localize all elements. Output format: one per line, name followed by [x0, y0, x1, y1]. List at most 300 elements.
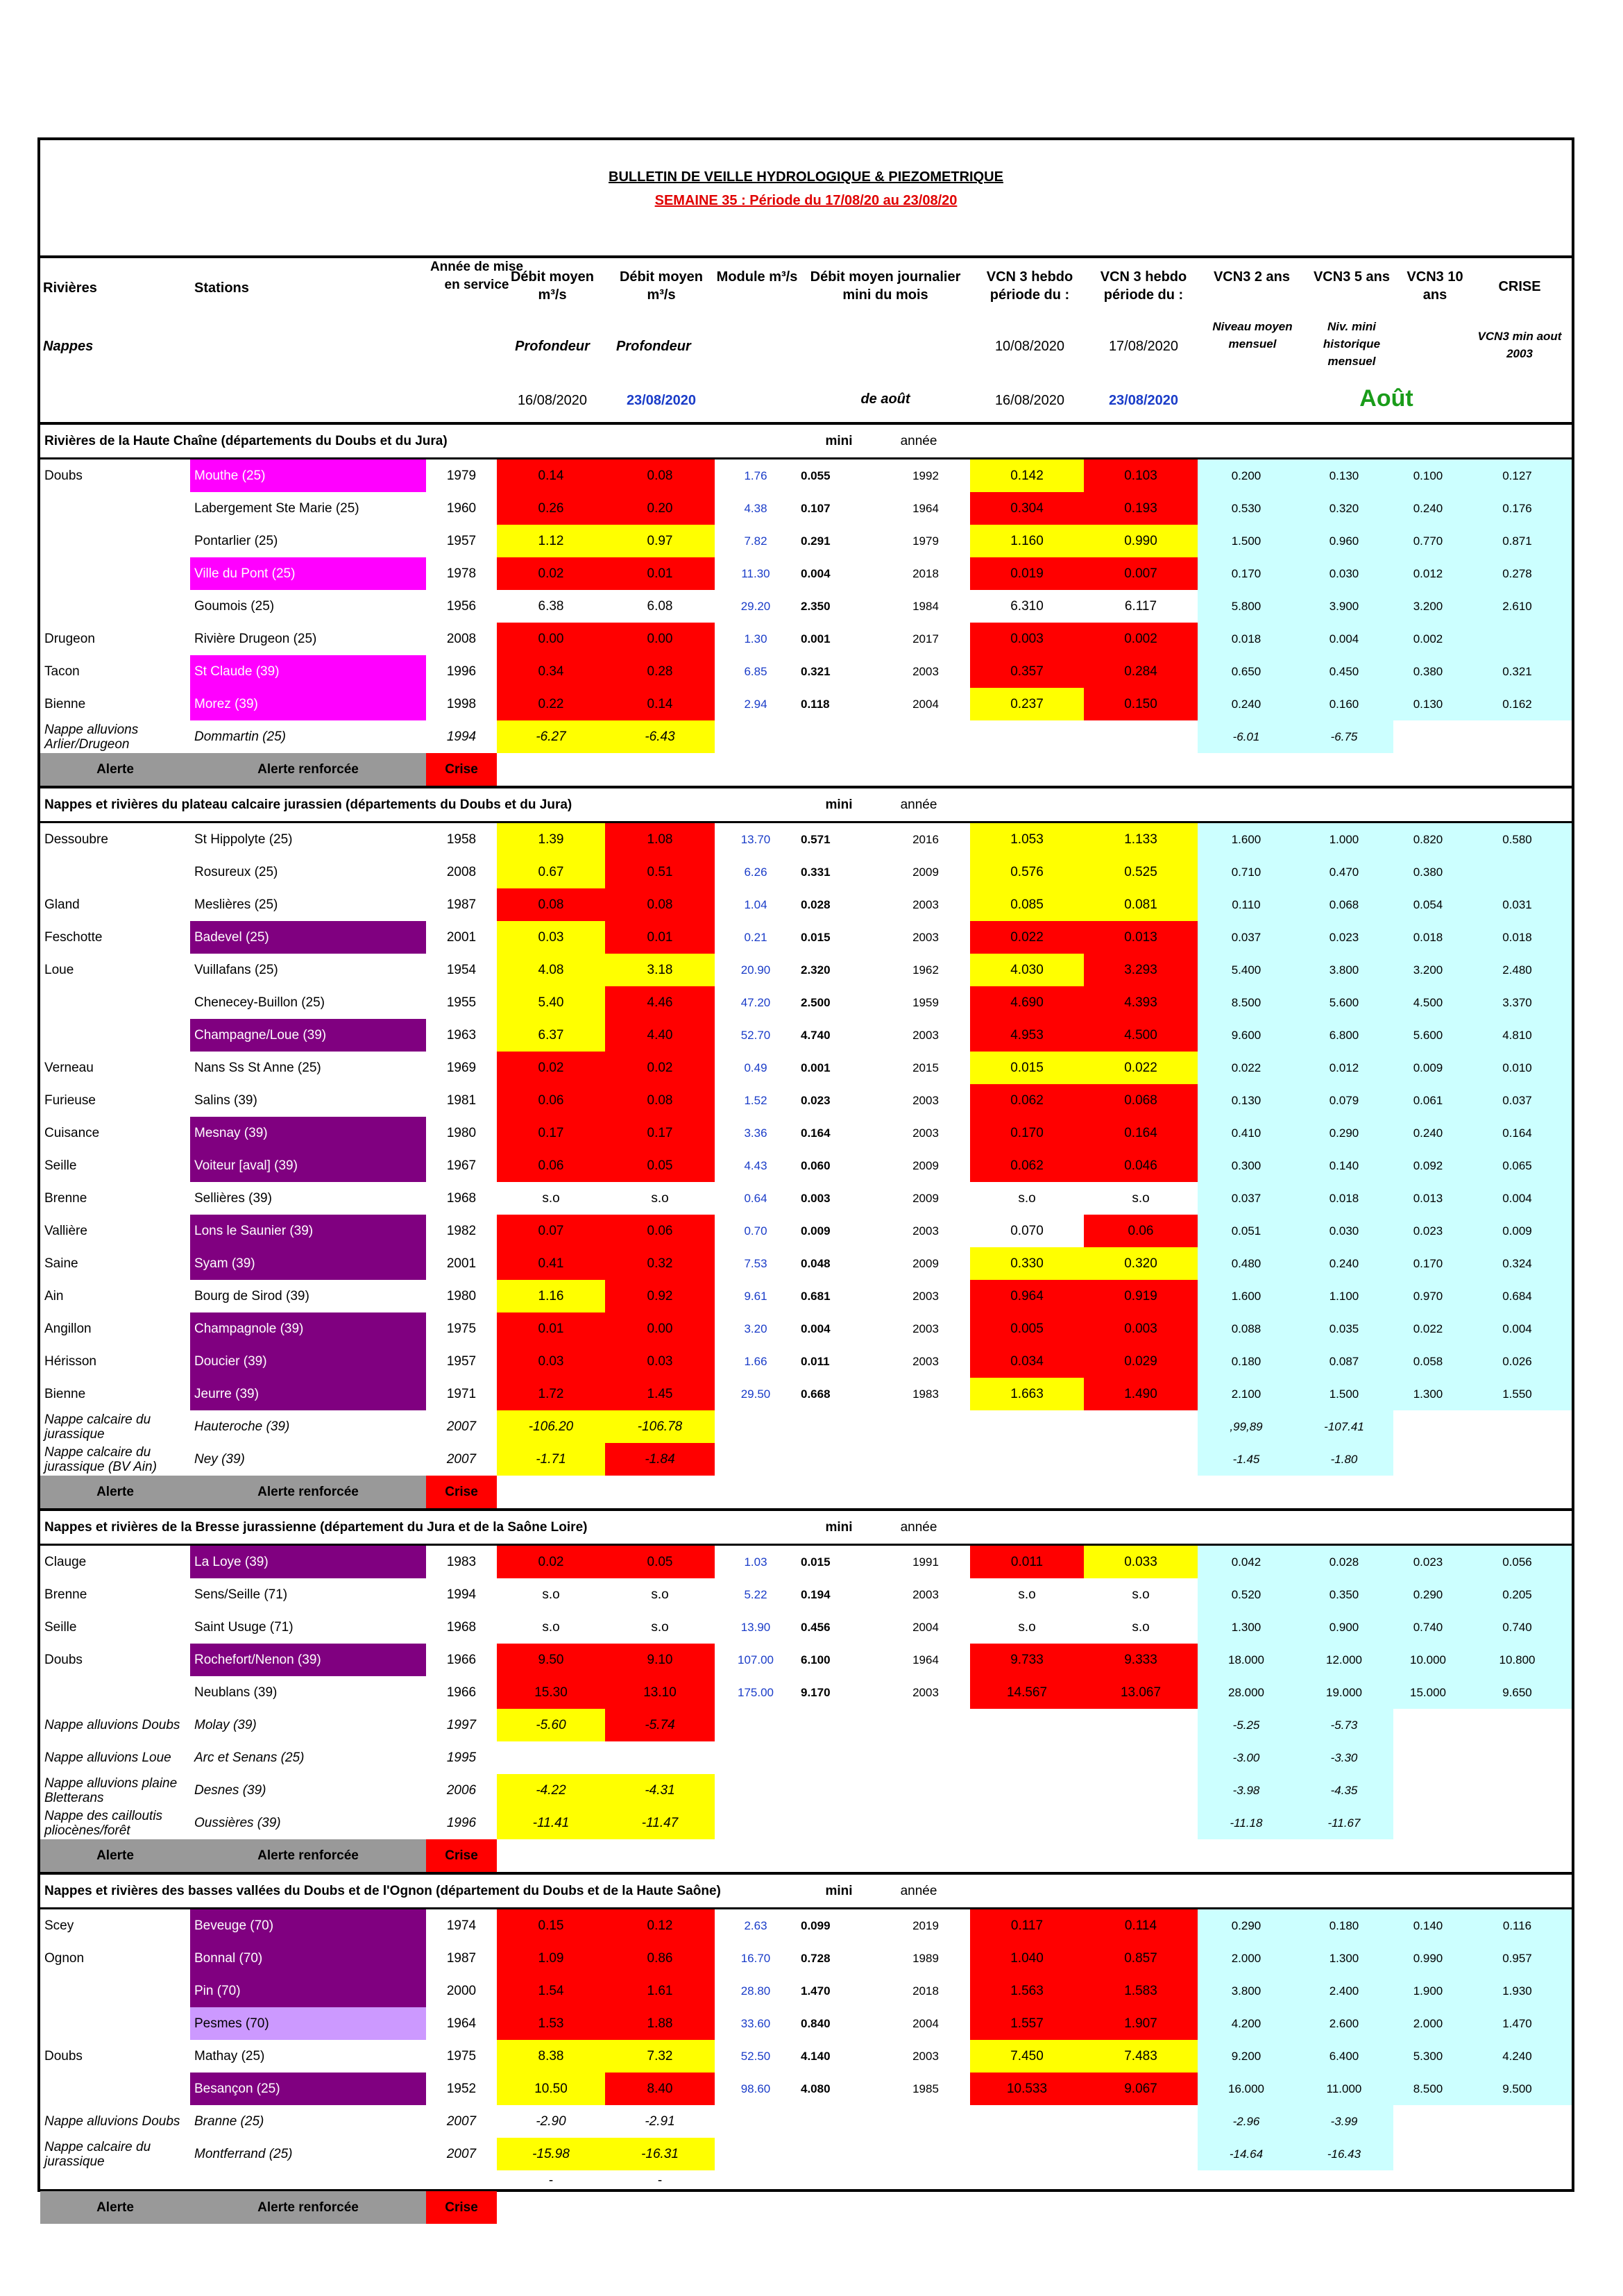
crise-cell: 0.056	[1463, 1545, 1572, 1579]
vcn2-cell: 0.110	[1198, 888, 1295, 921]
nappe-station: Hauteroche (39)	[194, 1419, 290, 1434]
vcn10-cell: 0.009	[1393, 1052, 1463, 1084]
debit2-cell: 0.00	[605, 1312, 715, 1345]
nappe-prof1: -106.20	[497, 1410, 605, 1443]
vcn10-cell: 0.013	[1393, 1182, 1463, 1215]
crise-cell: 0.004	[1463, 1312, 1572, 1345]
vcn-a-cell: 0.070	[1010, 1223, 1044, 1238]
vcn-b-cell: 4.500	[1084, 1019, 1198, 1052]
module-cell: 13.70	[740, 832, 771, 846]
djmin-cell: 0.011	[801, 1354, 830, 1368]
vcn-a-cell: 6.310	[1010, 598, 1044, 614]
debit2-cell: 0.32	[605, 1247, 715, 1280]
header-debit1: Débit moyen m³/s	[510, 269, 595, 303]
header-vcn2: VCN3 2 ans	[1213, 269, 1291, 285]
legend-alerte-renforcee: Alerte renforcée	[190, 753, 426, 787]
station-name: Rosureux (25)	[194, 864, 278, 879]
river-name	[40, 2007, 190, 2040]
station-name: Saint Usuge (71)	[194, 1619, 294, 1635]
debit1-cell: 0.02	[497, 557, 605, 590]
station-row	[40, 954, 1572, 986]
module-cell: 0.70	[744, 1224, 767, 1238]
vcn10-cell: 8.500	[1393, 2073, 1463, 2105]
nappe-name: Nappe des cailloutis pliocènes/forêt	[44, 1808, 163, 1838]
legend-blank	[497, 2191, 1572, 2224]
trailer-row	[40, 2170, 1572, 2191]
vcn10-cell: 0.130	[1393, 688, 1463, 720]
vcn-b-cell: 6.117	[1124, 598, 1157, 614]
debit1-cell: 0.41	[497, 1247, 605, 1280]
djmin-year-cell: 2003	[912, 2049, 939, 2063]
vcn-b-cell: 1.133	[1084, 822, 1198, 856]
vcn-a-cell: 0.330	[970, 1247, 1084, 1280]
station-name: Morez (39)	[190, 688, 426, 720]
djmin-cell: 0.291	[801, 534, 831, 548]
station-name: Mesnay (39)	[190, 1117, 426, 1149]
section-title: Nappes et rivières de la Bresse jurassienne (département du Jura et de la Saône Loire)	[40, 1510, 797, 1545]
vcn10-cell: 15.000	[1393, 1676, 1463, 1709]
year-cell: 2001	[446, 929, 477, 945]
module-cell: 1.52	[744, 1093, 767, 1107]
vcn5-cell: 0.900	[1295, 1611, 1393, 1644]
debit2-cell: 4.40	[605, 1019, 715, 1052]
module-cell: 29.50	[740, 1387, 771, 1401]
station-name: Badevel (25)	[190, 921, 426, 954]
debit2-cell: 0.12	[605, 1909, 715, 1943]
station-row	[40, 1019, 1572, 1052]
vcn5-cell: 12.000	[1295, 1644, 1393, 1676]
header-vcn-min: VCN3 min aout 2003	[1477, 330, 1562, 360]
vcn5-cell: 0.035	[1295, 1312, 1393, 1345]
djmin-year-cell: 2003	[912, 1322, 939, 1335]
vcn10-cell: 0.018	[1393, 921, 1463, 954]
nappe-blank	[715, 1741, 1198, 1774]
legend-alerte: Alerte	[40, 753, 190, 787]
station-row	[40, 1378, 1572, 1410]
djmin-year-cell: 2003	[912, 1224, 939, 1238]
vcn-a-cell: 14.567	[970, 1676, 1084, 1709]
river-name: Angillon	[44, 1321, 92, 1336]
crise-cell: 0.026	[1463, 1345, 1572, 1378]
nappe-niv-moyen: -5.25	[1198, 1709, 1295, 1741]
vcn10-cell: 0.170	[1393, 1247, 1463, 1280]
nappe-niv-mini: -1.80	[1295, 1443, 1393, 1476]
crise-cell: 0.031	[1463, 888, 1572, 921]
djmin-year-cell: 2004	[912, 2016, 939, 2030]
module-cell: 175.00	[738, 1685, 774, 1699]
djmin-year-cell: 2009	[912, 865, 939, 879]
debit1-cell: 1.39	[497, 822, 605, 856]
vcn-a-cell: 7.450	[970, 2040, 1084, 2073]
vcn-a-cell: 1.563	[970, 1975, 1084, 2007]
vcn-a-cell: 1.160	[970, 525, 1084, 557]
station-name: Champagnole (39)	[190, 1312, 426, 1345]
module-cell: 5.22	[744, 1587, 767, 1601]
station-name: Bonnal (70)	[190, 1942, 426, 1975]
module-cell: 0.21	[744, 930, 767, 944]
vcn-b-cell: 0.193	[1084, 492, 1198, 525]
year-cell: 1987	[446, 1950, 477, 1966]
crise-cell: 0.018	[1463, 921, 1572, 954]
debit1-cell: 0.67	[497, 856, 605, 888]
year-cell: 2008	[446, 864, 477, 879]
debit1-cell: s.o	[542, 1190, 560, 1206]
crise-cell: 0.321	[1463, 655, 1572, 688]
year-cell: 2001	[446, 1256, 477, 1271]
crise-cell: 9.650	[1463, 1676, 1572, 1709]
vcn5-cell: 0.030	[1295, 557, 1393, 590]
module-cell: 16.70	[740, 1951, 771, 1965]
nappe-station: Arc et Senans (25)	[194, 1750, 305, 1765]
nappe-prof1: -1.71	[497, 1443, 605, 1476]
nappe-year: 2007	[446, 2146, 477, 2161]
section-mini-labels	[797, 1510, 970, 1545]
debit2-cell: s.o	[651, 1619, 669, 1635]
vcn5-cell: 0.960	[1295, 525, 1393, 557]
debit2-cell: 0.14	[605, 688, 715, 720]
debit2-cell: 8.40	[605, 2073, 715, 2105]
vcn5-cell: 0.087	[1295, 1345, 1393, 1378]
vcn2-cell: 0.300	[1198, 1149, 1295, 1182]
crise-cell: 10.800	[1463, 1644, 1572, 1676]
section-title: Nappes et rivières des basses vallées du Doubs et de l'Ognon (département du Doubs et de la Haute Saône)	[40, 1873, 797, 1909]
vcn5-cell: 1.000	[1295, 822, 1393, 856]
vcn2-cell: 0.042	[1198, 1545, 1295, 1579]
year-cell: 1969	[446, 1060, 477, 1075]
nappe-prof2: -11.47	[605, 1807, 715, 1839]
djmin-cell: 2.500	[801, 995, 831, 1009]
station-name: St Claude (39)	[190, 655, 426, 688]
station-row	[40, 856, 1572, 888]
nappe-blank	[715, 2105, 1198, 2138]
vcn2-cell: 0.051	[1198, 1215, 1295, 1247]
station-row	[40, 1909, 1572, 1943]
vcn2-cell: 5.400	[1198, 954, 1295, 986]
vcn5-cell: 11.000	[1295, 2073, 1393, 2105]
vcn10-cell: 2.000	[1393, 2007, 1463, 2040]
debit2-cell: 0.01	[605, 557, 715, 590]
debit1-cell: s.o	[542, 1587, 560, 1602]
djmin-cell: 0.099	[801, 1918, 831, 1932]
vcn2-cell: 0.290	[1198, 1909, 1295, 1943]
station-row	[40, 623, 1572, 655]
debit1-cell: 0.07	[497, 1215, 605, 1247]
river-name	[40, 525, 190, 557]
station-row	[40, 888, 1572, 921]
crise-cell	[1463, 623, 1572, 655]
djmin-cell: 0.118	[801, 697, 830, 711]
debit2-cell: 0.20	[605, 492, 715, 525]
djmin-cell: 0.001	[801, 632, 831, 645]
debit1-cell: 9.50	[497, 1644, 605, 1676]
nappe-niv-mini: -11.67	[1295, 1807, 1393, 1839]
nappe-blank-end	[1393, 1741, 1572, 1774]
station-row	[40, 1545, 1572, 1579]
vcn10-cell: 0.820	[1393, 822, 1463, 856]
debit1-cell: 0.06	[497, 1084, 605, 1117]
station-name: Neublans (39)	[194, 1685, 278, 1700]
vcn-a-cell: 0.357	[970, 655, 1084, 688]
nappe-prof1: -11.41	[497, 1807, 605, 1839]
vcn-a-cell: 0.964	[970, 1280, 1084, 1312]
header-vcn-b-date: 17/08/2020	[1108, 339, 1179, 354]
vcn-a-cell: 4.030	[970, 954, 1084, 986]
djmin-cell: 0.028	[801, 897, 831, 911]
river-name: Saine	[44, 1256, 78, 1271]
djmin-year-cell: 2003	[912, 664, 939, 678]
nappe-niv-mini: -16.43	[1295, 2138, 1393, 2170]
debit1-cell: 1.72	[497, 1378, 605, 1410]
vcn2-cell: 0.130	[1198, 1084, 1295, 1117]
vcn2-cell: 1.600	[1198, 1280, 1295, 1312]
vcn-a-cell: 0.117	[970, 1909, 1084, 1943]
djmin-cell: 0.004	[801, 566, 831, 580]
vcn-b-cell: 13.067	[1084, 1676, 1198, 1709]
vcn10-cell: 0.970	[1393, 1280, 1463, 1312]
station-row	[40, 986, 1572, 1019]
crise-cell: 9.500	[1463, 2073, 1572, 2105]
river-name: Scey	[44, 1918, 74, 1933]
trailer-blank-end	[715, 2170, 1572, 2191]
nappe-blank-end	[1393, 2105, 1572, 2138]
debit1-cell: 1.16	[497, 1280, 605, 1312]
station-row	[40, 1611, 1572, 1644]
nappe-blank-end	[1393, 1807, 1572, 1839]
year-cell: 1968	[446, 1619, 477, 1635]
station-row	[40, 557, 1572, 590]
debit2-cell: 0.08	[605, 888, 715, 921]
river-name: Bienne	[44, 1386, 86, 1401]
data-table	[40, 422, 1572, 2224]
vcn-b-cell: 0.114	[1084, 1909, 1198, 1943]
vcn5-cell: 6.800	[1295, 1019, 1393, 1052]
station-name: Mathay (25)	[194, 2048, 265, 2063]
station-name: Jeurre (39)	[190, 1378, 426, 1410]
station-name: Ville du Pont (25)	[190, 557, 426, 590]
module-cell: 1.04	[744, 897, 767, 911]
djmin-cell: 0.015	[801, 930, 831, 944]
vcn5-cell: 6.400	[1295, 2040, 1393, 2073]
vcn5-cell: 2.600	[1295, 2007, 1393, 2040]
djmin-cell: 9.170	[801, 1685, 831, 1699]
legend-row	[40, 2191, 1572, 2224]
crise-cell: 4.240	[1463, 2040, 1572, 2073]
vcn-a-cell: 0.085	[970, 888, 1084, 921]
legend-row	[40, 1839, 1572, 1873]
vcn10-cell: 1.300	[1393, 1378, 1463, 1410]
nappe-prof1: -4.22	[497, 1774, 605, 1807]
vcn-b-cell: 0.919	[1084, 1280, 1198, 1312]
year-cell: 1979	[446, 468, 477, 483]
vcn-b-cell: 0.150	[1084, 688, 1198, 720]
djmin-year-cell: 2003	[912, 1126, 939, 1140]
vcn2-cell: 0.240	[1198, 688, 1295, 720]
year-cell: 1955	[446, 995, 477, 1010]
module-cell: 52.50	[740, 2049, 771, 2063]
year-cell: 2000	[446, 1983, 477, 1998]
djmin-year-cell: 1983	[912, 1387, 939, 1401]
nappe-niv-moyen: ,99,89	[1198, 1410, 1295, 1443]
crise-cell: 0.127	[1463, 459, 1572, 493]
station-row	[40, 1345, 1572, 1378]
debit1-cell: 6.37	[497, 1019, 605, 1052]
station-row	[40, 1052, 1572, 1084]
station-name: Nans Ss St Anne (25)	[194, 1060, 321, 1075]
legend-blank	[497, 1476, 1572, 1510]
vcn-a-cell: 0.304	[970, 492, 1084, 525]
module-cell: 1.30	[744, 632, 767, 645]
nappe-name: Nappe alluvions Arlier/Drugeon	[44, 722, 139, 752]
djmin-cell: 0.055	[801, 469, 831, 482]
nappe-blank	[715, 1410, 1198, 1443]
station-row	[40, 2040, 1572, 2073]
vcn-a-cell: s.o	[1018, 1619, 1036, 1635]
nappe-prof2: -1.84	[605, 1443, 715, 1476]
station-name: Lons le Saunier (39)	[190, 1215, 426, 1247]
module-cell: 29.20	[740, 599, 771, 613]
station-row	[40, 1215, 1572, 1247]
djmin-cell: 0.003	[801, 1191, 831, 1205]
nappe-row	[40, 1443, 1572, 1476]
crise-cell: 0.004	[1463, 1182, 1572, 1215]
djmin-cell: 0.194	[801, 1587, 831, 1601]
year-cell: 1958	[446, 832, 477, 847]
crise-cell: 1.470	[1463, 2007, 1572, 2040]
vcn-a-cell: 0.142	[970, 459, 1084, 493]
year-cell: 1954	[446, 962, 477, 977]
nappe-blank-end	[1393, 720, 1572, 753]
legend-blank	[497, 753, 1572, 787]
crise-cell: 2.480	[1463, 954, 1572, 986]
header-vcn10: VCN3 10 ans	[1407, 269, 1463, 303]
debit1-cell: 0.34	[497, 655, 605, 688]
vcn5-cell: 0.030	[1295, 1215, 1393, 1247]
debit2-cell: 9.10	[605, 1644, 715, 1676]
djmin-year-cell: 2019	[912, 1918, 939, 1932]
station-row	[40, 1280, 1572, 1312]
vcn2-cell: 2.000	[1198, 1942, 1295, 1975]
station-name: Beveuge (70)	[190, 1909, 426, 1943]
djmin-year-cell: 2004	[912, 697, 939, 711]
vcn-a-cell: 0.170	[970, 1117, 1084, 1149]
vcn-a-cell: 0.005	[970, 1312, 1084, 1345]
vcn-b-cell: 0.06	[1084, 1215, 1198, 1247]
module-cell: 33.60	[740, 2016, 771, 2030]
header-crise: CRISE	[1498, 279, 1541, 294]
nappe-prof1: -6.27	[497, 720, 605, 753]
year-cell: 1975	[446, 2048, 477, 2063]
module-cell: 9.61	[744, 1289, 767, 1303]
vcn-a-cell: 0.019	[970, 557, 1084, 590]
vcn2-cell: 0.480	[1198, 1247, 1295, 1280]
river-name: Gland	[44, 897, 80, 912]
crise-cell: 1.930	[1463, 1975, 1572, 2007]
debit2-cell: 6.08	[647, 598, 673, 614]
debit2-cell: 0.01	[605, 921, 715, 954]
vcn-b-cell: 0.103	[1084, 459, 1198, 493]
nappe-niv-moyen: -3.00	[1198, 1741, 1295, 1774]
debit1-cell: 0.02	[497, 1052, 605, 1084]
djmin-year-cell: 2003	[912, 1028, 939, 1042]
vcn10-cell: 0.770	[1393, 525, 1463, 557]
mini-label: mini	[825, 1883, 853, 1898]
djmin-cell: 0.668	[801, 1387, 831, 1401]
legend-crise: Crise	[426, 2191, 497, 2224]
module-cell: 7.82	[744, 534, 767, 548]
station-name: Pesmes (70)	[190, 2007, 426, 2040]
header-module: Module m³/s	[716, 269, 798, 285]
djmin-year-cell: 2003	[912, 1685, 939, 1699]
header-debit2: Débit moyen m³/s	[619, 269, 704, 303]
station-name: Champagne/Loue (39)	[190, 1019, 426, 1052]
trailer-d2: -	[657, 2173, 663, 2188]
nappe-name: Nappe calcaire du jurassique (BV Ain)	[44, 1444, 157, 1474]
vcn5-cell: 0.130	[1295, 459, 1393, 493]
vcn-b-cell: 0.284	[1084, 655, 1198, 688]
vcn5-cell: 0.012	[1295, 1052, 1393, 1084]
bulletin-title: BULLETIN DE VEILLE HYDROLOGIQUE & PIEZOMETRIQUE	[609, 169, 1003, 185]
module-cell: 2.63	[744, 1918, 767, 1932]
vcn2-cell: 5.800	[1198, 590, 1295, 623]
nappe-blank-end	[1393, 1443, 1572, 1476]
annee-label: année	[900, 433, 937, 448]
module-cell: 28.80	[740, 1984, 771, 1998]
crise-cell: 2.610	[1463, 590, 1572, 623]
header-vcn-b: VCN 3 hebdo période du :	[1100, 269, 1187, 303]
nappe-year: 1995	[446, 1750, 477, 1765]
debit2-cell: 0.92	[605, 1280, 715, 1312]
vcn5-cell: 0.290	[1295, 1117, 1393, 1149]
vcn-b-cell: 9.333	[1084, 1644, 1198, 1676]
debit1-cell: 1.12	[497, 525, 605, 557]
djmin-year-cell: 2018	[912, 566, 939, 580]
nappe-prof1: -2.90	[536, 2113, 566, 2129]
section-filler	[970, 1510, 1572, 1545]
river-name: Feschotte	[44, 929, 103, 945]
debit1-cell: 1.09	[497, 1942, 605, 1975]
vcn-b-cell: 0.046	[1084, 1149, 1198, 1182]
vcn10-cell: 5.300	[1393, 2040, 1463, 2073]
crise-cell: 0.010	[1463, 1052, 1572, 1084]
djmin-cell: 0.023	[801, 1093, 831, 1107]
section-filler	[970, 787, 1572, 822]
crise-cell: 0.176	[1463, 492, 1572, 525]
vcn-b-cell: 0.525	[1084, 856, 1198, 888]
nappe-niv-mini: -3.99	[1295, 2105, 1393, 2138]
crise-cell: 0.009	[1463, 1215, 1572, 1247]
crise-cell: 0.037	[1463, 1084, 1572, 1117]
vcn10-cell: 0.092	[1393, 1149, 1463, 1182]
station-name: Vuillafans (25)	[194, 962, 278, 977]
nappe-blank	[715, 1807, 1198, 1839]
vcn2-cell: 0.037	[1198, 1182, 1295, 1215]
vcn-b-cell: 9.067	[1084, 2073, 1198, 2105]
station-name: Labergement Ste Marie (25)	[194, 500, 359, 516]
djmin-year-cell: 2009	[912, 1191, 939, 1205]
nappe-year: 1996	[446, 1815, 477, 1830]
header-prof2: Profondeur	[616, 339, 691, 354]
vcn10-cell: 0.054	[1393, 888, 1463, 921]
djmin-year-cell: 1989	[912, 1951, 939, 1965]
nappe-name: Nappe alluvions plaine Bletterans	[44, 1775, 178, 1805]
djmin-year-cell: 2003	[912, 897, 939, 911]
river-name	[40, 986, 190, 1019]
debit1-cell: 0.00	[497, 623, 605, 655]
station-name: Voiteur [aval] (39)	[190, 1149, 426, 1182]
station-name: Sens/Seille (71)	[194, 1587, 288, 1602]
vcn2-cell: 8.500	[1198, 986, 1295, 1019]
station-row	[40, 525, 1572, 557]
